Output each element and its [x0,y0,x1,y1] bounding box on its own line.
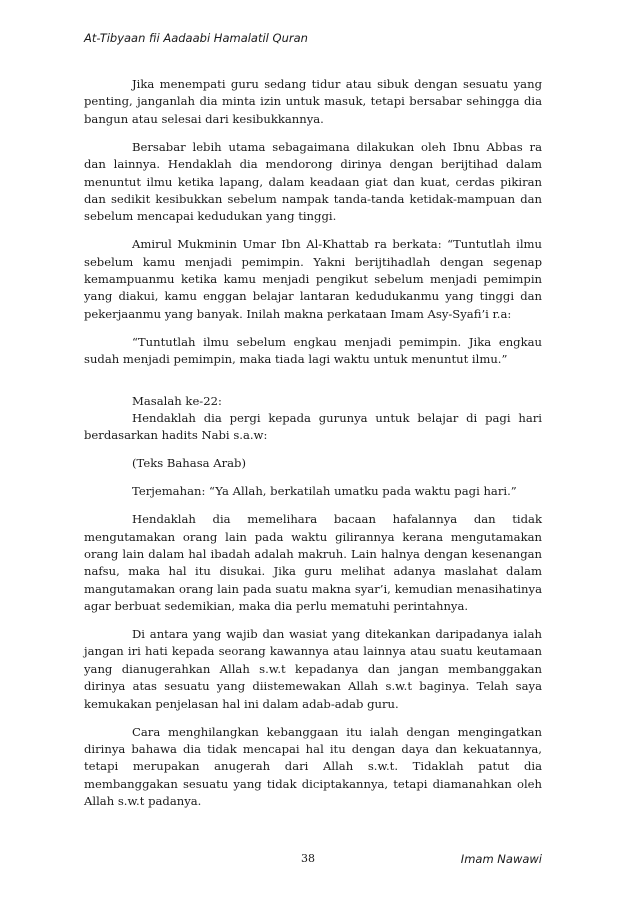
paragraph: Bersabar lebih utama sebagaimana dilakukan oleh Ibnu Abbas ra dan lainnya. Hendaklah dia mendorong dirinya dengan berijtihad dalam menuntut ilmu ketika lapang, dalam keadaan giat dan kuat, cerdas pikiran dan sedikit kesibukkan sebelum nampak tanda-tanda ketidak-mampuan dan sebelum mencapai kedudukan yang tinggi. [84,139,542,224]
translation-paragraph: Terjemahan: “Ya Allah, berkatilah umatku pada waktu pagi hari.” [132,484,517,499]
section-heading: Masalah ke-22: [132,393,222,408]
header-divider [84,50,542,51]
footer-author: Imam Nawawi [460,852,542,866]
paragraph: Cara menghilangkan kebanggaan itu ialah dengan mengingatkan dirinya bahawa dia tidak mencapai hal itu dengan daya dan kekuatannya, tetapi merupakan anugerah dari Allah s.w.t. Tidaklah patut dia membanggakan sesuatu yang tidak diciptakannya, tetapi diamanahkan oleh Allah s.w.t padanya. [84,724,542,809]
arabic-text-placeholder: (Teks Bahasa Arab) [132,456,247,471]
page-number: 38 [301,852,315,865]
running-header: At-Tibyaan fii Aadaabi Hamalatil Quran [84,31,308,45]
paragraph: Di antara yang wajib dan wasiat yang ditekankan daripadanya ialah jangan iri hati kepada seorang kawannya atau lainnya atau suatu keutamaan yang dianugerahkan Allah s.w.t kepadanya dan jangan membanggakan dirinya atas sesuatu yang diistemewakan Allah s.w.t baginya. Telah saya kemukakan penjelasan hal ini dalam adab-adab guru. [84,627,542,711]
page-body [84,76,542,821]
paragraph: Hendaklah dia memelihara bacaan hafalannya dan tidak mengutamakan orang lain pada waktu gilirannya kerana mengutamakan orang lain dalam hal ibadah adalah makruh. Lain halnya dengan kesenangan nafsu, maka hal itu disukai. Jika guru melihat adanya maslahat dalam mangutamakan orang lain pada suatu makna syar’i, kemudian menasihatinya agar berbuat sedemikian, maka dia perlu mematuhi perintahnya. [84,512,542,614]
paragraph: Hendaklah dia pergi kepada gurunya untuk belajar di pagi hari berdasarkan hadits Nabi s.a.w: [84,411,542,443]
paragraph: Amirul Mukminin Umar Ibn Al-Khattab ra berkata: “Tuntutlah ilmu sebelum kamu menjadi pemimpin. Yakni berijtihadlah dengan segenap kemampuanmu ketika kamu menjadi pengikut sebelum menjadi pemimpin yang diakui, kamu enggan belajar lantaran kedudukanmu yang tinggi dan pekerjaanmu yang banyak. Inilah makna perkataan Imam Asy-Syafi’i r.a: [84,237,542,321]
quote-paragraph: “Tuntutlah ilmu sebelum engkau menjadi pemimpin. Jika engkau sudah menjadi pemimpin, maka tiada lagi waktu untuk menuntut ilmu.” [84,334,542,367]
paragraph: Jika menempati guru sedang tidur atau sibuk dengan sesuatu yang penting, janganlah dia minta izin untuk masuk, tetapi bersabar sehingga dia bangun atau selesai dari kesibukkannya. [84,77,542,126]
